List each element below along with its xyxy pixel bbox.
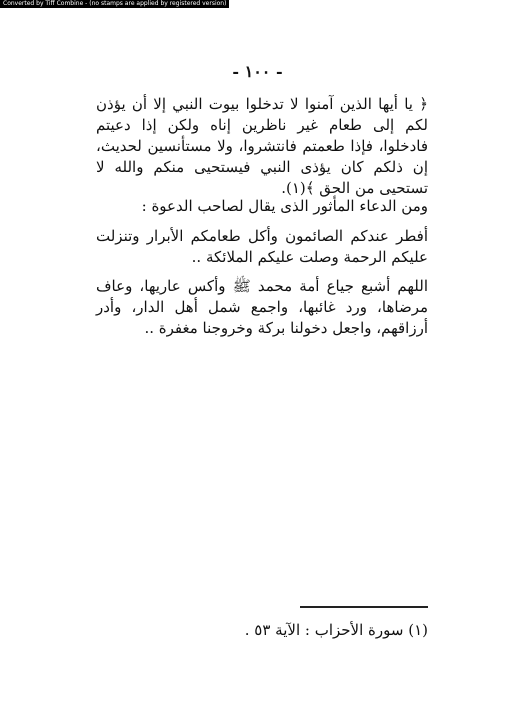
supplication-paragraph: اللهم أشبع جياع أمة محمد ﷺ وأكس عاريها، وعاف مرضاها، ورد غائبها، واجمع شمل أهل الدار، وأدر أرزاقهم، واجعل دخولنا بركة وخروجنا مغفرة .. [96, 277, 428, 337]
dua-intro-paragraph: ومن الدعاء المأثور الذى يقال لصاحب الدعوة : [141, 197, 428, 215]
footnote: (١) سورة الأحزاب : الآية ٥٣ . [244, 621, 428, 639]
page-number: - ١٠٠ - [232, 62, 283, 81]
dua-paragraph: أفطر عندكم الصائمون وأكل طعامكم الأبرار وتنزلت عليكم الرحمة وصلت عليكم الملائكة .. [96, 227, 428, 266]
footnote-divider [300, 606, 428, 608]
quran-verse-paragraph: ﴿ يا أيها الذين آمنوا لا تدخلوا بيوت النبي إلا أن يؤذن لكم إلى طعام غير ناظرين إناه ولكن إذا دعيتم فادخلوا، فإذا طعمتم فانتشروا، ولا مستأنسين لحديث، إن ذلكم كان يؤذى النبي فيستحيى منكم والله لا تستحيى من الحق ﴾(١). [96, 95, 428, 197]
watermark-banner: Converted by Tiff Combine - (no stamps are applied by registered version) [0, 0, 229, 8]
